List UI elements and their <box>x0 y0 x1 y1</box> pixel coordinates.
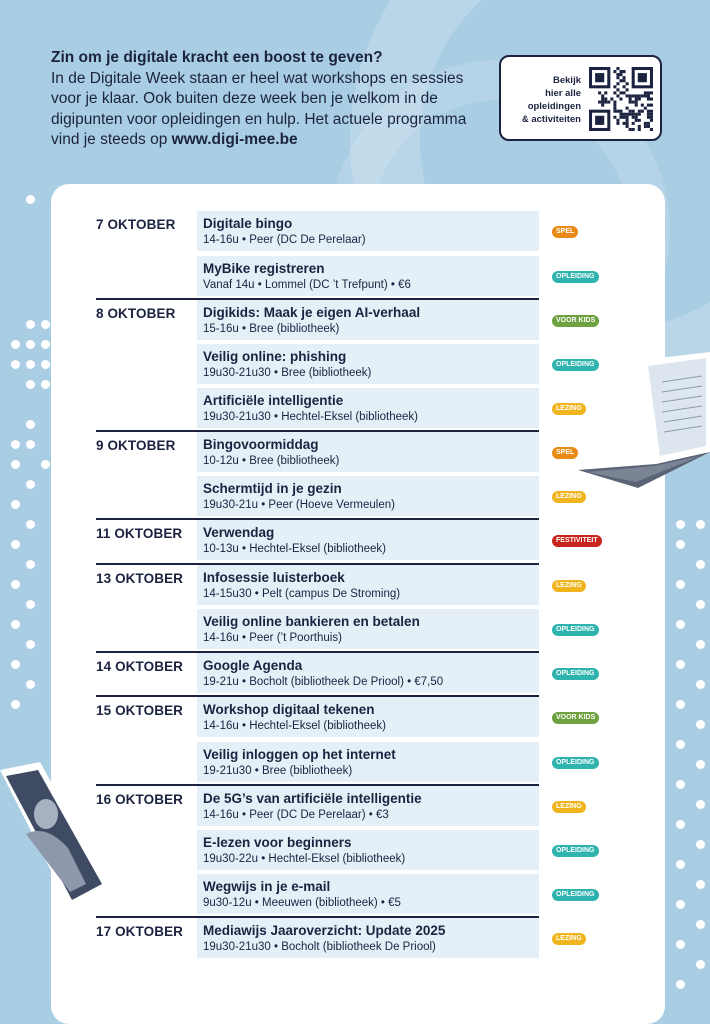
event-row[interactable] <box>197 256 539 296</box>
event-title: Mediawijs Jaaroverzicht: Update 2025 <box>203 923 446 938</box>
decorative-dot <box>26 520 35 529</box>
event-title: Verwendag <box>203 525 275 540</box>
category-badge: OPLEIDING <box>552 271 599 283</box>
event-row[interactable] <box>197 432 539 472</box>
date-heading: 7 OKTOBER <box>96 217 176 232</box>
decorative-dot <box>11 500 20 509</box>
decorative-dot <box>11 580 20 589</box>
decorative-dot <box>696 760 705 769</box>
category-badge: SPEL <box>552 226 578 238</box>
event-title: Veilig online bankieren en betalen <box>203 614 420 629</box>
decorative-dot <box>26 360 35 369</box>
event-details: 14-16u • Peer (DC De Perelaar) <box>203 234 366 246</box>
category-badge: FESTIVITEIT <box>552 535 602 547</box>
decorative-dot <box>696 520 705 529</box>
decorative-dot <box>676 900 685 909</box>
decorative-dot <box>41 460 50 469</box>
category-badge: OPLEIDING <box>552 757 599 769</box>
decorative-dot <box>696 680 705 689</box>
event-row[interactable] <box>197 918 539 958</box>
date-heading: 17 OKTOBER <box>96 924 184 939</box>
event-row[interactable] <box>197 520 539 560</box>
category-badge: OPLEIDING <box>552 845 599 857</box>
event-details: 14-16u • Peer (’t Poorthuis) <box>203 632 342 644</box>
decorative-dot <box>41 340 50 349</box>
decorative-dot <box>26 640 35 649</box>
category-badge: OPLEIDING <box>552 889 599 901</box>
event-details: 10-13u • Hechtel-Eksel (bibliotheek) <box>203 543 387 555</box>
category-badge: VOOR KIDS <box>552 315 599 327</box>
qr-code[interactable] <box>589 67 653 131</box>
website-link[interactable]: www.digi-mee.be <box>171 131 298 148</box>
decorative-dot <box>11 700 20 709</box>
event-row[interactable] <box>197 697 539 737</box>
laptop-illustration <box>578 352 710 492</box>
decorative-dot <box>41 320 50 329</box>
decorative-dot <box>696 600 705 609</box>
event-details: 15-16u • Bree (bibliotheek) <box>203 323 340 335</box>
decorative-dot <box>696 920 705 929</box>
decorative-dot <box>11 660 20 669</box>
event-row[interactable] <box>197 344 539 384</box>
decorative-dot <box>696 960 705 969</box>
event-details: 19u30-21u30 • Bree (bibliotheek) <box>203 367 372 379</box>
event-details: 19-21u30 • Bree (bibliotheek) <box>203 765 353 777</box>
qr-caption-line: & activiteiten <box>521 114 581 125</box>
event-details: 10-12u • Bree (bibliotheek) <box>203 455 340 467</box>
date-heading: 9 OKTOBER <box>96 438 176 453</box>
decorative-dot <box>676 780 685 789</box>
date-heading: 11 OKTOBER <box>96 526 183 541</box>
event-details: 19u30-21u30 • Bocholt (bibliotheek De Priool) <box>203 941 436 953</box>
decorative-dot <box>41 360 50 369</box>
category-badge: LEZING <box>552 491 586 503</box>
event-title: Schermtijd in je gezin <box>203 481 342 496</box>
decorative-dot <box>676 540 685 549</box>
event-title: MyBike registreren <box>203 261 325 276</box>
event-details: 14-16u • Peer (DC De Perelaar) • €3 <box>203 809 389 821</box>
decorative-dot <box>11 360 20 369</box>
event-row[interactable] <box>197 742 539 782</box>
date-heading: 16 OKTOBER <box>96 792 184 807</box>
category-badge: VOOR KIDS <box>552 712 599 724</box>
event-title: Artificiële intelligentie <box>203 393 344 408</box>
decorative-dot <box>676 860 685 869</box>
decorative-dot <box>696 800 705 809</box>
event-title: Veilig online: phishing <box>203 349 347 364</box>
decorative-dot <box>11 440 20 449</box>
decorative-dot <box>26 560 35 569</box>
decorative-dot <box>676 940 685 949</box>
event-row[interactable] <box>197 653 539 693</box>
event-details: 9u30-12u • Meeuwen (bibliotheek) • €5 <box>203 897 401 909</box>
decorative-dot <box>676 740 685 749</box>
decorative-dot <box>26 195 35 204</box>
decorative-dot <box>676 700 685 709</box>
event-title: De 5G’s van artificiële intelligentie <box>203 791 422 806</box>
decorative-dot <box>41 380 50 389</box>
decorative-dot <box>676 980 685 989</box>
event-details: 19u30-21u • Peer (Hoeve Vermeulen) <box>203 499 395 511</box>
event-details: Vanaf 14u • Lommel (DC ’t Trefpunt) • €6 <box>203 279 411 291</box>
category-badge: SPEL <box>552 447 578 459</box>
qr-caption-line: hier alle <box>545 88 581 99</box>
date-heading: 15 OKTOBER <box>96 703 184 718</box>
category-badge: LEZING <box>552 580 586 592</box>
decorative-dot <box>676 820 685 829</box>
qr-caption-line: opleidingen <box>527 101 581 112</box>
event-title: Bingovoormiddag <box>203 437 319 452</box>
event-details: 19u30-22u • Hechtel-Eksel (bibliotheek) <box>203 853 406 865</box>
date-heading: 14 OKTOBER <box>96 659 184 674</box>
event-row[interactable] <box>197 565 539 605</box>
event-details: 14-15u30 • Pelt (campus De Stroming) <box>203 588 401 600</box>
decorative-dot <box>11 460 20 469</box>
qr-caption <box>507 74 581 126</box>
decorative-dot <box>11 620 20 629</box>
category-badge: LEZING <box>552 403 586 415</box>
decorative-dot <box>696 640 705 649</box>
category-badge: OPLEIDING <box>552 359 599 371</box>
intro-lead: Zin om je digitale kracht een boost te geven? <box>51 49 383 66</box>
date-heading: 8 OKTOBER <box>96 306 176 321</box>
event-details: 19u30-21u30 • Hechtel-Eksel (bibliotheek) <box>203 411 418 423</box>
decorative-dot <box>676 520 685 529</box>
decorative-dot <box>26 440 35 449</box>
decorative-dot <box>26 480 35 489</box>
event-row[interactable] <box>197 388 539 428</box>
event-row[interactable] <box>197 874 539 914</box>
decorative-dot <box>696 880 705 889</box>
event-row[interactable] <box>197 609 539 649</box>
category-badge: LEZING <box>552 801 586 813</box>
decorative-dot <box>676 580 685 589</box>
event-details: 19-21u • Bocholt (bibliotheek De Priool) • €7,50 <box>203 676 444 688</box>
event-title: Digitale bingo <box>203 216 293 231</box>
category-badge: LEZING <box>552 933 586 945</box>
category-badge: OPLEIDING <box>552 668 599 680</box>
decorative-dot <box>26 320 35 329</box>
intro-body: In de Digitale Week staan er heel wat workshops en sessies voor je klaar. Ook buiten deze week ben je welkom in de digipunten voor opleidingen en hulp. Het actuele programma vind je steeds op <box>51 69 467 148</box>
event-title: Digikids: Maak je eigen AI-verhaal <box>203 305 421 320</box>
decorative-dot <box>676 620 685 629</box>
event-title: Veilig inloggen op het internet <box>203 747 396 762</box>
event-row[interactable] <box>197 830 539 870</box>
event-title: Wegwijs in je e-mail <box>203 879 331 894</box>
event-title: Workshop digitaal tekenen <box>203 702 375 717</box>
decorative-dot <box>26 380 35 389</box>
qr-callout[interactable] <box>499 55 662 141</box>
decorative-dot <box>26 600 35 609</box>
qr-caption-line: Bekijk <box>553 75 581 86</box>
event-details: 14-16u • Hechtel-Eksel (bibliotheek) <box>203 720 387 732</box>
decorative-dot <box>11 340 20 349</box>
event-row[interactable] <box>197 786 539 826</box>
event-row[interactable] <box>197 211 539 251</box>
event-title: Google Agenda <box>203 658 303 673</box>
decorative-dot <box>26 340 35 349</box>
category-badge: OPLEIDING <box>552 624 599 636</box>
event-row[interactable] <box>197 476 539 516</box>
decorative-dot <box>696 720 705 729</box>
decorative-dot <box>26 420 35 429</box>
decorative-dot <box>676 660 685 669</box>
event-title: Infosessie luisterboek <box>203 570 345 585</box>
decorative-dot <box>696 560 705 569</box>
decorative-dot <box>11 540 20 549</box>
event-row[interactable] <box>197 300 539 340</box>
event-title: E-lezen voor beginners <box>203 835 352 850</box>
decorative-dot <box>696 840 705 849</box>
decorative-dot <box>26 680 35 689</box>
intro-text <box>51 48 491 151</box>
date-heading: 13 OKTOBER <box>96 571 184 586</box>
